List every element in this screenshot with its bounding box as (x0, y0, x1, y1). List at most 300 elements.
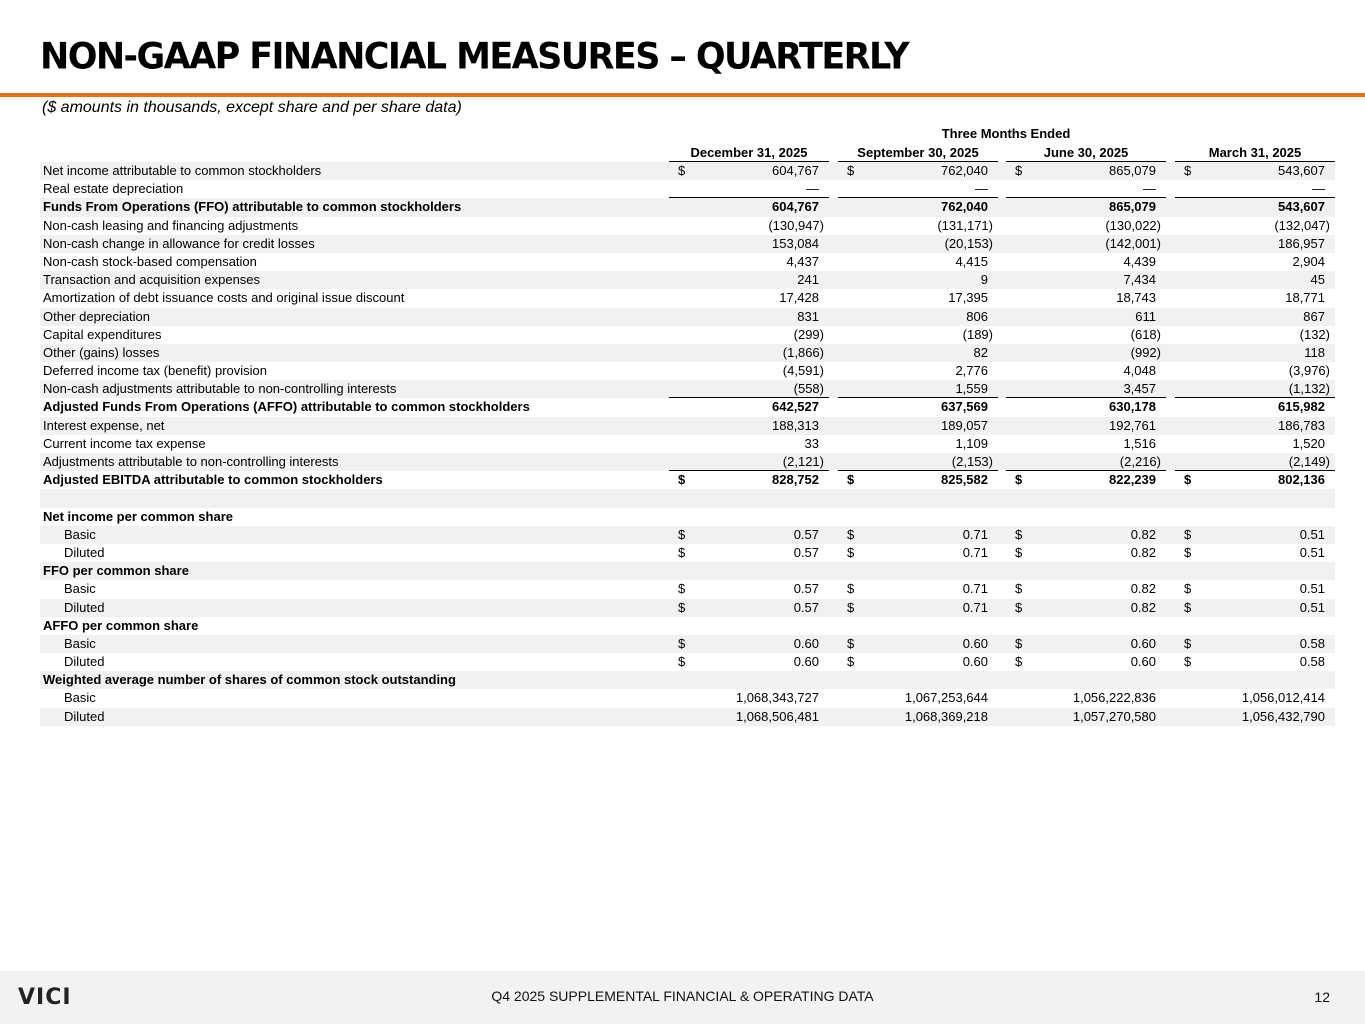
currency-symbol: $ (847, 654, 855, 670)
cell-value: 0.60 (793, 654, 819, 670)
table-cell (669, 417, 829, 435)
cell-value: (618) (1130, 326, 1161, 342)
cell-value: 637,569 (941, 399, 988, 415)
cell-value: 762,040 (941, 199, 988, 215)
table-row (40, 198, 1335, 216)
currency-symbol: $ (1015, 163, 1023, 178)
table-cell (1006, 326, 1166, 344)
cell-value: 1,068,506,481 (735, 708, 819, 724)
row-label: Adjusted EBITDA attributable to common stockholders (43, 472, 383, 488)
cell-value: 825,582 (941, 472, 988, 488)
cell-value: (130,947) (768, 217, 824, 233)
table-cell (1006, 635, 1166, 653)
cell-value: 2,776 (955, 363, 988, 379)
footer (0, 971, 1365, 1024)
table-cell (1006, 617, 1166, 635)
currency-symbol: $ (1184, 472, 1192, 488)
cell-value: 0.71 (962, 581, 988, 597)
row-label: Basic (64, 690, 96, 706)
cell-value: 642,527 (772, 399, 819, 415)
table-cell (1006, 580, 1166, 598)
table-cell (838, 617, 998, 635)
cell-value: 806 (966, 308, 988, 324)
currency-symbol: $ (1184, 163, 1192, 178)
table-cell (669, 235, 829, 253)
table-cell (1175, 271, 1335, 289)
table-cell (838, 289, 998, 307)
table-cell (1006, 344, 1166, 362)
cell-value: 3,457 (1123, 381, 1156, 397)
table-cell (669, 344, 829, 362)
cell-value: 0.82 (1130, 526, 1156, 542)
table-cell (1175, 635, 1335, 653)
column-header-q3: September 30, 2025 (838, 145, 998, 160)
cell-value: 0.57 (793, 526, 819, 542)
cell-value: 4,415 (955, 253, 988, 269)
table-cell (838, 708, 998, 726)
table-row (40, 526, 1335, 544)
table-row (40, 635, 1335, 653)
cell-value: (4,591) (782, 363, 824, 379)
table-cell (669, 380, 829, 398)
column-header-q4: December 31, 2025 (669, 145, 829, 160)
table-cell (838, 380, 998, 398)
cell-value: 1,057,270,580 (1072, 708, 1156, 724)
currency-symbol: $ (1015, 472, 1023, 488)
table-row (40, 708, 1335, 726)
cell-value: (2,149) (1288, 454, 1330, 469)
cell-value: 865,079 (1109, 163, 1156, 178)
cell-value: 0.57 (793, 544, 819, 560)
cell-value: — (1143, 181, 1156, 197)
table-row (40, 471, 1335, 489)
table-cell (1175, 344, 1335, 362)
cell-value: 1,516 (1123, 435, 1156, 451)
page-title: NON-GAAP FINANCIAL MEASURES – QUARTERLY (40, 36, 908, 78)
cell-value: 1,056,222,836 (1072, 690, 1156, 706)
currency-symbol: $ (1184, 635, 1192, 651)
row-label: FFO per common share (43, 563, 189, 579)
cell-value: 0.71 (962, 544, 988, 560)
row-label: Deferred income tax (benefit) provision (43, 363, 267, 379)
table-cell (669, 271, 829, 289)
table-cell (669, 508, 829, 526)
cell-value: — (1312, 181, 1325, 197)
currency-symbol: $ (1015, 635, 1023, 651)
table-row (40, 362, 1335, 380)
cell-value: — (806, 181, 819, 197)
cell-value: 0.82 (1130, 544, 1156, 560)
table-cell (1006, 453, 1166, 471)
cell-value: 188,313 (772, 417, 819, 433)
table-row (40, 271, 1335, 289)
table-cell (1006, 162, 1166, 180)
table-cell (669, 617, 829, 635)
table-row (40, 435, 1335, 453)
table-cell (1006, 562, 1166, 580)
table-cell (1006, 217, 1166, 235)
table-cell (669, 671, 829, 689)
column-header-q1: March 31, 2025 (1175, 145, 1335, 160)
table-cell (1006, 489, 1166, 507)
table-cell (669, 689, 829, 707)
cell-value: 0.60 (793, 635, 819, 651)
cell-value: 0.51 (1299, 599, 1325, 615)
table-row (40, 671, 1335, 689)
currency-symbol: $ (678, 544, 686, 560)
cell-value: 822,239 (1109, 472, 1156, 488)
table-cell (1006, 235, 1166, 253)
cell-value: 0.51 (1299, 581, 1325, 597)
table-row (40, 453, 1335, 471)
cell-value: 0.51 (1299, 526, 1325, 542)
table-row (40, 380, 1335, 398)
currency-symbol: $ (847, 544, 855, 560)
cell-value: (20,153) (944, 235, 993, 251)
cell-value: 186,783 (1278, 417, 1325, 433)
table-cell (1175, 180, 1335, 198)
table-row (40, 162, 1335, 180)
table-row (40, 599, 1335, 617)
cell-value: 4,048 (1123, 363, 1156, 379)
cell-value: 831 (797, 308, 819, 324)
table-row (40, 235, 1335, 253)
cell-value: 1,559 (955, 381, 988, 397)
table-cell (1006, 197, 1166, 216)
cell-value: 18,771 (1285, 290, 1325, 306)
table-cell (1175, 562, 1335, 580)
table-cell (669, 653, 829, 671)
table-cell (838, 435, 998, 453)
table-cell (1175, 397, 1335, 416)
table-row (40, 508, 1335, 526)
cell-value: 543,607 (1278, 163, 1325, 178)
cell-value: (992) (1130, 344, 1161, 360)
cell-value: 82 (973, 344, 988, 360)
table-cell (1175, 362, 1335, 380)
table-cell (1006, 508, 1166, 526)
table-cell (1175, 217, 1335, 235)
table-cell (1006, 397, 1166, 416)
currency-symbol: $ (847, 635, 855, 651)
table-row (40, 344, 1335, 362)
currency-symbol: $ (678, 654, 686, 670)
currency-symbol: $ (678, 581, 686, 597)
cell-value: 33 (804, 435, 819, 451)
table-cell (669, 162, 829, 180)
cell-value: (142,001) (1105, 235, 1161, 251)
table-cell (838, 326, 998, 344)
cell-value: 1,109 (955, 435, 988, 451)
table-row (40, 308, 1335, 326)
table-cell (1175, 162, 1335, 180)
cell-value: 1,056,432,790 (1241, 708, 1325, 724)
currency-symbol: $ (1184, 654, 1192, 670)
cell-value: 0.58 (1299, 635, 1325, 651)
currency-symbol: $ (1015, 544, 1023, 560)
cell-value: 802,136 (1278, 472, 1325, 488)
table-cell (1175, 453, 1335, 471)
table-row (40, 253, 1335, 271)
table-row (40, 398, 1335, 416)
cell-value: 1,067,253,644 (904, 690, 988, 706)
cell-value: 45 (1310, 272, 1325, 288)
table-row (40, 617, 1335, 635)
table-cell (838, 671, 998, 689)
table-row (40, 326, 1335, 344)
row-label: Non-cash adjustments attributable to non-controlling interests (43, 381, 397, 397)
cell-value: 1,056,012,414 (1241, 690, 1325, 706)
cell-value: 1,068,369,218 (904, 708, 988, 724)
cell-value: (1,132) (1288, 381, 1330, 397)
cell-value: 0.57 (793, 581, 819, 597)
table-cell (1006, 380, 1166, 398)
table-row (40, 562, 1335, 580)
table-cell (1175, 544, 1335, 562)
cell-value: 0.60 (1130, 635, 1156, 651)
table-cell (669, 580, 829, 598)
table-cell (838, 580, 998, 598)
row-label: Transaction and acquisition expenses (43, 272, 261, 288)
cell-value: 17,395 (948, 290, 988, 306)
cell-value: 867 (1303, 308, 1325, 324)
cell-value: 153,084 (772, 235, 819, 251)
table-cell (669, 489, 829, 507)
cell-value: 9 (980, 272, 988, 288)
period-group-header: Three Months Ended (941, 126, 1071, 141)
currency-symbol: $ (678, 526, 686, 542)
row-label: Current income tax expense (43, 435, 206, 451)
table-cell (669, 435, 829, 453)
cell-value: 1,068,343,727 (735, 690, 819, 706)
table-cell (1175, 708, 1335, 726)
currency-symbol: $ (1015, 526, 1023, 542)
cell-value: 118 (1304, 344, 1325, 360)
table-cell (1006, 435, 1166, 453)
table-cell (669, 708, 829, 726)
cell-value: 604,767 (772, 163, 819, 178)
row-label: AFFO per common share (43, 617, 199, 633)
currency-symbol: $ (1015, 599, 1023, 615)
cell-value: 189,057 (941, 417, 988, 433)
table-cell (669, 308, 829, 326)
row-label: Basic (64, 526, 96, 542)
table-cell (1175, 435, 1335, 453)
table-cell (1175, 308, 1335, 326)
currency-symbol: $ (678, 635, 686, 651)
cell-value: 1,520 (1292, 435, 1325, 451)
table-cell (838, 271, 998, 289)
row-label: Real estate depreciation (43, 181, 184, 197)
table-cell (669, 289, 829, 307)
title-rule (0, 93, 1365, 97)
table-cell (1006, 180, 1166, 198)
table-cell (838, 362, 998, 380)
cell-value: (558) (793, 381, 824, 397)
row-label: Other depreciation (43, 308, 150, 324)
cell-value: 615,982 (1278, 399, 1325, 415)
row-label: Adjusted Funds From Operations (AFFO) attributable to common stockholders (43, 399, 530, 415)
table-cell (1175, 417, 1335, 435)
table-cell (1175, 380, 1335, 398)
row-label: Diluted (64, 544, 105, 560)
row-label: Interest expense, net (43, 417, 165, 433)
footer-caption: Q4 2025 SUPPLEMENTAL FINANCIAL & OPERATING DATA (491, 988, 874, 1004)
table-row (40, 689, 1335, 707)
cell-value: (2,153) (951, 454, 993, 469)
currency-symbol: $ (1015, 581, 1023, 597)
cell-value: 630,178 (1109, 399, 1156, 415)
cell-value: 4,437 (786, 253, 819, 269)
row-label: Net income per common share (43, 508, 233, 524)
cell-value: 0.60 (962, 654, 988, 670)
table-cell (838, 253, 998, 271)
financial-table (40, 162, 1335, 726)
currency-symbol: $ (1184, 544, 1192, 560)
table-cell (669, 362, 829, 380)
table-cell (838, 653, 998, 671)
cell-value: 0.71 (962, 599, 988, 615)
table-row (40, 544, 1335, 562)
cell-value: (2,216) (1119, 454, 1161, 469)
cell-value: (2,121) (782, 454, 824, 469)
row-label: Capital expenditures (43, 326, 162, 342)
cell-value: 241 (797, 272, 819, 288)
page-number: 12 (1314, 989, 1330, 1005)
cell-value: (189) (962, 326, 993, 342)
table-cell (1175, 489, 1335, 507)
row-label: Adjustments attributable to non-controlling interests (43, 454, 339, 469)
cell-value: 186,957 (1278, 235, 1325, 251)
row-label: Net income attributable to common stockholders (43, 163, 322, 178)
table-cell (1175, 197, 1335, 216)
table-cell (838, 508, 998, 526)
table-cell (669, 180, 829, 198)
cell-value: (3,976) (1288, 363, 1330, 379)
table-cell (1175, 326, 1335, 344)
cell-value: 0.60 (1130, 654, 1156, 670)
table-cell (1006, 253, 1166, 271)
table-cell (1006, 308, 1166, 326)
table-row (40, 180, 1335, 198)
table-cell (1175, 599, 1335, 617)
row-label: Diluted (64, 708, 105, 724)
cell-value: (130,022) (1105, 217, 1161, 233)
cell-value: 0.82 (1130, 581, 1156, 597)
table-cell (1006, 599, 1166, 617)
currency-symbol: $ (1184, 581, 1192, 597)
column-header-q2: June 30, 2025 (1006, 145, 1166, 160)
table-cell (1175, 689, 1335, 707)
table-cell (1175, 580, 1335, 598)
table-cell (838, 562, 998, 580)
cell-value: (132) (1299, 326, 1330, 342)
row-label: Basic (64, 581, 96, 597)
table-cell (669, 326, 829, 344)
currency-symbol: $ (678, 163, 686, 178)
table-cell (669, 197, 829, 216)
table-cell (1006, 526, 1166, 544)
currency-symbol: $ (1184, 599, 1192, 615)
cell-value: 0.71 (962, 526, 988, 542)
table-cell (1175, 617, 1335, 635)
table-cell (838, 544, 998, 562)
cell-value: (132,047) (1274, 217, 1330, 233)
cell-value: 762,040 (941, 163, 988, 178)
table-cell (1006, 671, 1166, 689)
cell-value: 0.60 (962, 635, 988, 651)
table-cell (1006, 289, 1166, 307)
cell-value: 7,434 (1123, 272, 1156, 288)
table-cell (1006, 362, 1166, 380)
table-cell (838, 308, 998, 326)
table-cell (1006, 689, 1166, 707)
table-row (40, 289, 1335, 307)
cell-value: 611 (1135, 308, 1156, 324)
currency-symbol: $ (1184, 526, 1192, 542)
row-label: Weighted average number of shares of common stock outstanding (43, 672, 456, 688)
table-cell (838, 162, 998, 180)
cell-value: 828,752 (772, 472, 819, 488)
cell-value: 192,761 (1109, 417, 1156, 433)
table-cell (838, 197, 998, 216)
cell-value: 4,439 (1123, 253, 1156, 269)
table-cell (838, 417, 998, 435)
currency-symbol: $ (847, 526, 855, 542)
table-cell (669, 526, 829, 544)
cell-value: 2,904 (1292, 253, 1325, 269)
table-cell (669, 599, 829, 617)
currency-symbol: $ (678, 472, 686, 488)
row-label: Non-cash stock-based compensation (43, 253, 257, 269)
row-label: Funds From Operations (FFO) attributable to common stockholders (43, 199, 462, 215)
cell-value: 0.82 (1130, 599, 1156, 615)
table-cell (1175, 508, 1335, 526)
row-label: Amortization of debt issuance costs and original issue discount (43, 290, 405, 306)
cell-value: 865,079 (1109, 199, 1156, 215)
row-label: Other (gains) losses (43, 344, 160, 360)
table-cell (1006, 544, 1166, 562)
table-cell (669, 397, 829, 416)
table-row (40, 489, 1335, 507)
table-cell (838, 180, 998, 198)
table-cell (838, 599, 998, 617)
table-cell (1175, 253, 1335, 271)
table-cell (1006, 708, 1166, 726)
currency-symbol: $ (847, 163, 855, 178)
table-row (40, 217, 1335, 235)
cell-value: — (975, 181, 988, 197)
cell-value: 18,743 (1116, 290, 1156, 306)
cell-value: 17,428 (779, 290, 819, 306)
cell-value: (1,866) (782, 344, 824, 360)
table-cell (1175, 289, 1335, 307)
table-cell (838, 453, 998, 471)
table-cell (838, 397, 998, 416)
table-cell (1175, 653, 1335, 671)
table-cell (838, 217, 998, 235)
cell-value: 604,767 (772, 199, 819, 215)
table-cell (669, 635, 829, 653)
row-label: Diluted (64, 599, 105, 615)
table-cell (1175, 526, 1335, 544)
currency-symbol: $ (1015, 654, 1023, 670)
cell-value: 0.57 (793, 599, 819, 615)
table-row (40, 580, 1335, 598)
row-label: Basic (64, 635, 96, 651)
cell-value: (131,171) (937, 217, 993, 233)
table-row (40, 653, 1335, 671)
